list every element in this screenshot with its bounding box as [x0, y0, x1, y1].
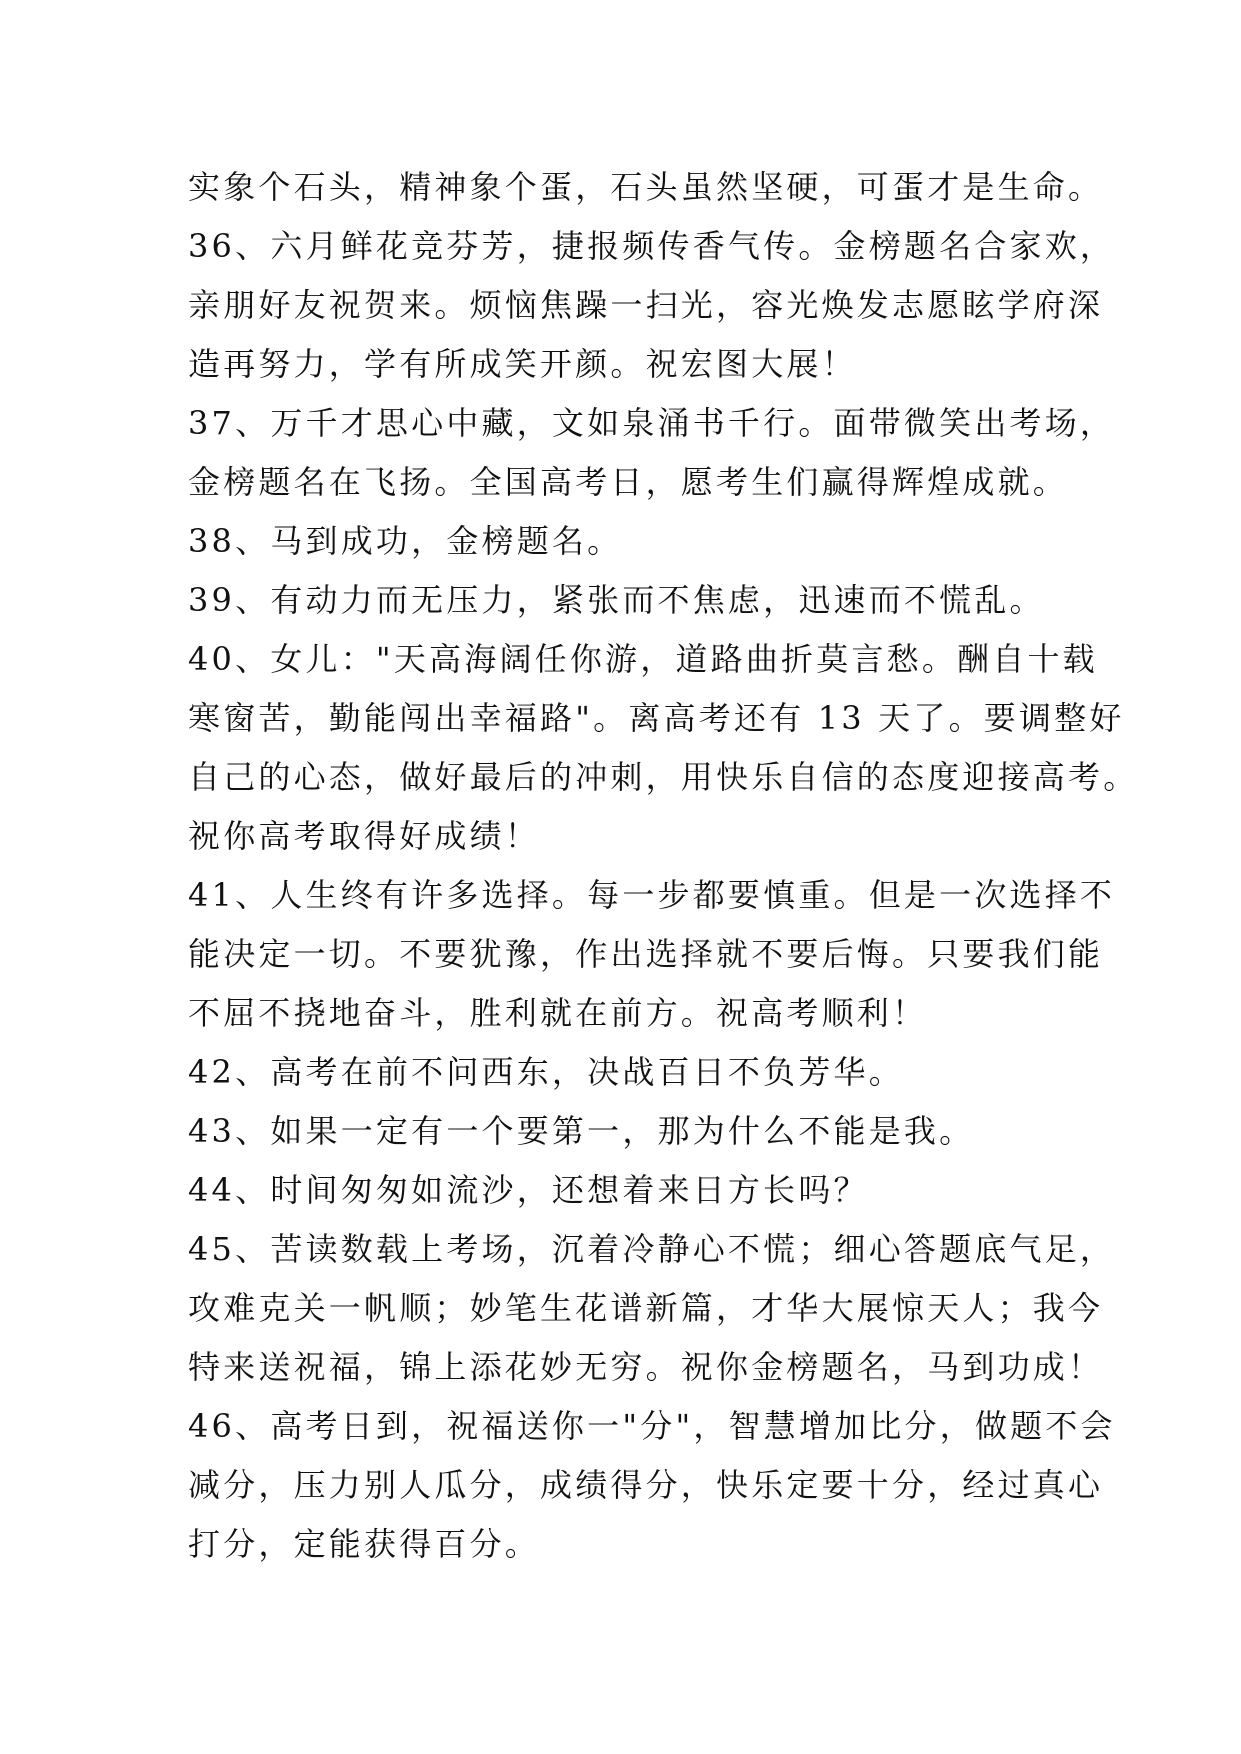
text-line: 能决定一切。不要犹豫，作出选择就不要后悔。只要我们能: [188, 935, 1104, 973]
text-line: 特来送祝福，锦上添花妙无穷。祝你金榜题名，马到功成！: [188, 1348, 1104, 1386]
text-line: 40、女儿："天高海阔任你游，道路曲折莫言愁。酬自十载: [188, 640, 1098, 678]
text-line: 39、有动力而无压力，紧张而不焦虑，迅速而不慌乱。: [188, 581, 1045, 619]
text-line: 造再努力，学有所成笑开颜。祝宏图大展！: [188, 345, 857, 383]
text-line: 亲朋好友祝贺来。烦恼焦躁一扫光，容光焕发志愿眩学府深: [188, 286, 1104, 324]
text-line: 41、人生终有许多选择。每一步都要慎重。但是一次选择不: [188, 876, 1116, 914]
text-line: 金榜题名在飞扬。全国高考日，愿考生们赢得辉煌成就。: [188, 463, 1069, 501]
text-line: 36、六月鲜花竞芬芳，捷报频传香气传。金榜题名合家欢，: [188, 227, 1116, 265]
text-line: 减分，压力别人瓜分，成绩得分，快乐定要十分，经过真心: [188, 1466, 1104, 1504]
text-line: 不屈不挠地奋斗，胜利就在前方。祝高考顺利！: [188, 994, 928, 1032]
text-line: 46、高考日到，祝福送你一"分"，智慧增加比分，做题不会: [188, 1407, 1116, 1445]
document-body: [188, 158, 1139, 1574]
text-line: 实象个石头，精神象个蛋，石头虽然坚硬，可蛋才是生命。: [188, 168, 1104, 206]
text-line: 42、高考在前不问西东，决战百日不负芳华。: [188, 1053, 904, 1091]
text-line: 37、万千才思心中藏，文如泉涌书千行。面带微笑出考场，: [188, 404, 1116, 442]
text-line: 44、时间匆匆如流沙，还想着来日方长吗？: [188, 1171, 869, 1209]
text-line: 攻难克关一帆顺；妙笔生花谱新篇，才华大展惊天人；我今: [188, 1289, 1104, 1327]
text-line: 38、马到成功，金榜题名。: [188, 522, 623, 560]
text-line: 43、如果一定有一个要第一，那为什么不能是我。: [188, 1112, 975, 1150]
text-line: 打分，定能获得百分。: [188, 1525, 541, 1563]
text-line: 45、苦读数载上考场，沉着冷静心不慌；细心答题底气足，: [188, 1230, 1116, 1268]
text-line: 自己的心态，做好最后的冲刺，用快乐自信的态度迎接高考。: [188, 758, 1139, 796]
text-line: 寒窗苦，勤能闯出幸福路"。离高考还有 13 天了。要调整好: [188, 699, 1125, 737]
text-line: 祝你高考取得好成绩！: [188, 817, 541, 855]
